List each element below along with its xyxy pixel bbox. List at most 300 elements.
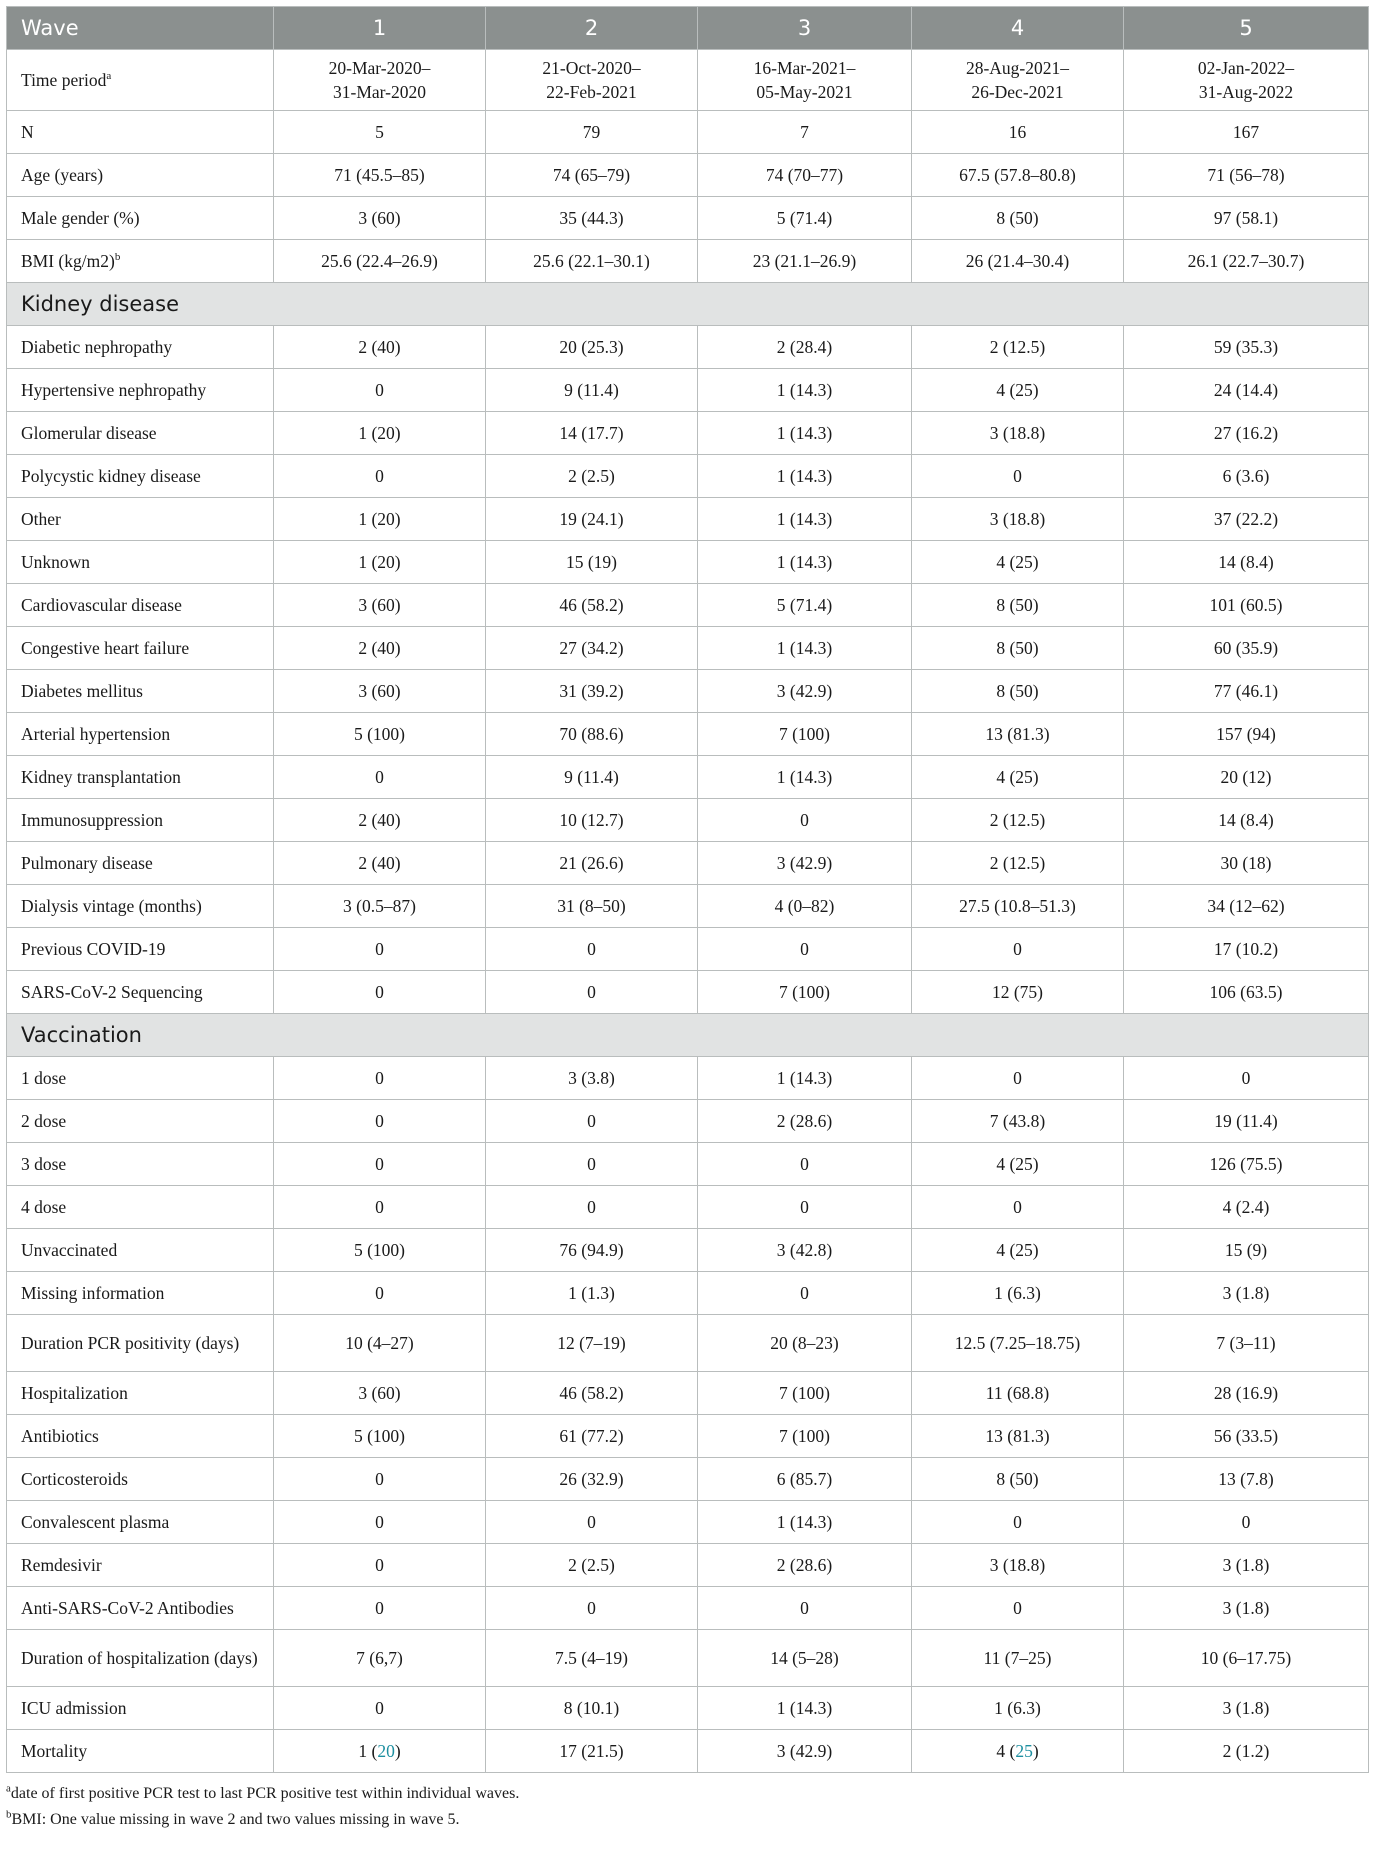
cell-wave-2: 9 (11.4)	[486, 369, 698, 412]
table-row	[7, 1100, 1369, 1143]
cell-wave-3: 3 (42.9)	[698, 670, 912, 713]
row-label-text: ICU admission	[21, 1698, 127, 1718]
row-label-text: 4 dose	[21, 1197, 67, 1217]
cell-text: )	[1032, 1741, 1039, 1761]
cell-wave-5: 157 (94)	[1124, 713, 1369, 756]
cell-wave-2: 0	[486, 928, 698, 971]
cell-line: 31-Mar-2020	[333, 82, 426, 102]
row-label-text: Missing information	[21, 1283, 165, 1303]
cell-wave-5: 2 (1.2)	[1124, 1730, 1369, 1773]
table-row	[7, 971, 1369, 1014]
table-row	[7, 1415, 1369, 1458]
header-row	[7, 7, 1369, 50]
row-label-text: Hypertensive nephropathy	[21, 380, 207, 400]
row-label	[7, 1186, 274, 1229]
cell-wave-3: 0	[698, 1587, 912, 1630]
row-label-text: Cardiovascular disease	[21, 595, 182, 615]
cell-line: 21-Oct-2020–	[542, 58, 641, 78]
cell-wave-3: 0	[698, 928, 912, 971]
cell-wave-1: 0	[274, 928, 486, 971]
cell-wave-5: 56 (33.5)	[1124, 1415, 1369, 1458]
cell-wave-4: 0	[912, 455, 1124, 498]
header-wave-3: 3	[698, 7, 912, 50]
cell-wave-3: 1 (14.3)	[698, 627, 912, 670]
cell-wave-4: 3 (18.8)	[912, 1544, 1124, 1587]
table-row	[7, 1630, 1369, 1687]
row-label	[7, 1315, 274, 1372]
cell-wave-3: 0	[698, 1186, 912, 1229]
cell-wave-3: 2 (28.6)	[698, 1100, 912, 1143]
cell-wave-4: 12.5 (7.25–18.75)	[912, 1315, 1124, 1372]
cell-wave-3: 1 (14.3)	[698, 1501, 912, 1544]
header-wave-1: 1	[274, 7, 486, 50]
cell-wave-5: 24 (14.4)	[1124, 369, 1369, 412]
table-row	[7, 498, 1369, 541]
cell-wave-3: 6 (85.7)	[698, 1458, 912, 1501]
row-label-text: SARS-CoV-2 Sequencing	[21, 982, 203, 1002]
table-row	[7, 326, 1369, 369]
cell-wave-2: 27 (34.2)	[486, 627, 698, 670]
table-row	[7, 842, 1369, 885]
table-row	[7, 627, 1369, 670]
section-vaccination	[7, 1014, 1369, 1057]
table-row	[7, 197, 1369, 240]
cell-wave-2: 8 (10.1)	[486, 1687, 698, 1730]
row-label	[7, 1630, 274, 1687]
row-label-text: 3 dose	[21, 1154, 67, 1174]
row-label	[7, 627, 274, 670]
row-label	[7, 584, 274, 627]
row-label-text: N	[21, 122, 34, 142]
row-label-text: 1 dose	[21, 1068, 67, 1088]
cell-line: 16-Mar-2021–	[753, 58, 856, 78]
cell-wave-5: 3 (1.8)	[1124, 1272, 1369, 1315]
cell-wave-2: 2 (2.5)	[486, 1544, 698, 1587]
row-label	[7, 326, 274, 369]
cell-wave-5: 13 (7.8)	[1124, 1458, 1369, 1501]
row-label	[7, 111, 274, 154]
cell-wave-1: 3 (60)	[274, 670, 486, 713]
cell-wave-5: 7 (3–11)	[1124, 1315, 1369, 1372]
row-label	[7, 1057, 274, 1100]
row-label-text: Duration of hospitalization (days)	[21, 1648, 258, 1668]
header-wave-2: 2	[486, 7, 698, 50]
row-label	[7, 1229, 274, 1272]
cell-wave-1: 5 (100)	[274, 713, 486, 756]
cell-wave-4: 13 (81.3)	[912, 1415, 1124, 1458]
cell-line: 22-Feb-2021	[546, 82, 637, 102]
cell-wave-1: 0	[274, 756, 486, 799]
cell-wave-2: 17 (21.5)	[486, 1730, 698, 1773]
cell-wave-4: 8 (50)	[912, 627, 1124, 670]
table-row	[7, 1229, 1369, 1272]
cell-wave-5: 20 (12)	[1124, 756, 1369, 799]
cell-wave-1: 0	[274, 1501, 486, 1544]
cell-wave-1: 0	[274, 1100, 486, 1143]
table-row	[7, 928, 1369, 971]
cell-wave-1: 3 (60)	[274, 197, 486, 240]
row-label	[7, 1587, 274, 1630]
cell-wave-1: 5	[274, 111, 486, 154]
cell-wave-4: 8 (50)	[912, 584, 1124, 627]
cell-wave-2: 31 (39.2)	[486, 670, 698, 713]
cell-wave-1: 2 (40)	[274, 326, 486, 369]
row-label	[7, 1100, 274, 1143]
row-label-text: Immunosuppression	[21, 810, 163, 830]
cell-wave-2: 79	[486, 111, 698, 154]
cell-wave-4: 7 (43.8)	[912, 1100, 1124, 1143]
cell-wave-1	[274, 50, 486, 111]
table-wrapper	[6, 6, 1369, 1833]
table-row	[7, 369, 1369, 412]
table-row	[7, 584, 1369, 627]
row-label-text: Kidney transplantation	[21, 767, 181, 787]
row-label-text: Male gender (%)	[21, 208, 140, 228]
cell-wave-2: 74 (65–79)	[486, 154, 698, 197]
cell-wave-2	[486, 50, 698, 111]
row-label	[7, 885, 274, 928]
cell-wave-1: 0	[274, 1458, 486, 1501]
cell-wave-4: 1 (6.3)	[912, 1687, 1124, 1730]
cell-wave-4: 0	[912, 1057, 1124, 1100]
cell-wave-5: 34 (12–62)	[1124, 885, 1369, 928]
cell-wave-5: 15 (9)	[1124, 1229, 1369, 1272]
table-row	[7, 154, 1369, 197]
footnote-marker: b	[114, 251, 121, 264]
cell-wave-5: 71 (56–78)	[1124, 154, 1369, 197]
row-label	[7, 1687, 274, 1730]
cell-wave-1: 3 (0.5–87)	[274, 885, 486, 928]
table-header	[7, 7, 1369, 50]
cell-wave-3: 7 (100)	[698, 1415, 912, 1458]
cell-wave-5: 28 (16.9)	[1124, 1372, 1369, 1415]
cell-wave-2: 46 (58.2)	[486, 1372, 698, 1415]
cell-wave-3: 7 (100)	[698, 713, 912, 756]
cell-wave-5: 101 (60.5)	[1124, 584, 1369, 627]
cell-wave-2: 0	[486, 1587, 698, 1630]
row-label	[7, 670, 274, 713]
reference-link[interactable]: 25	[1015, 1741, 1033, 1761]
cell-wave-3	[698, 50, 912, 111]
row-label	[7, 369, 274, 412]
cell-wave-4: 4 (25)	[912, 1143, 1124, 1186]
cell-wave-2: 46 (58.2)	[486, 584, 698, 627]
table-body	[7, 50, 1369, 1773]
cell-wave-4: 2 (12.5)	[912, 326, 1124, 369]
cell-wave-1: 7 (6,7)	[274, 1630, 486, 1687]
cell-text: )	[394, 1741, 401, 1761]
row-label	[7, 928, 274, 971]
cell-wave-3: 7 (100)	[698, 1372, 912, 1415]
table-row	[7, 1544, 1369, 1587]
cell-wave-4: 4 (25)	[912, 369, 1124, 412]
table-row	[7, 412, 1369, 455]
cell-wave-5: 3 (1.8)	[1124, 1687, 1369, 1730]
cell-wave-2: 21 (26.6)	[486, 842, 698, 885]
row-label	[7, 240, 274, 283]
cell-wave-5: 37 (22.2)	[1124, 498, 1369, 541]
footnote-marker: a	[6, 1782, 11, 1795]
row-label	[7, 842, 274, 885]
cell-wave-1: 0	[274, 1186, 486, 1229]
row-label	[7, 1372, 274, 1415]
cell-line: 28-Aug-2021–	[965, 58, 1070, 78]
table-row	[7, 111, 1369, 154]
cell-wave-1: 3 (60)	[274, 584, 486, 627]
row-label-text: Antibiotics	[21, 1426, 99, 1446]
row-label	[7, 541, 274, 584]
cell-wave-3: 2 (28.6)	[698, 1544, 912, 1587]
reference-link[interactable]: 20	[377, 1741, 395, 1761]
row-label-text: Previous COVID-19	[21, 939, 166, 959]
cell-wave-3: 1 (14.3)	[698, 756, 912, 799]
footnote-marker: b	[6, 1808, 12, 1821]
cell-wave-5: 30 (18)	[1124, 842, 1369, 885]
cell-wave-2: 9 (11.4)	[486, 756, 698, 799]
cell-wave-3: 2 (28.4)	[698, 326, 912, 369]
cell-wave-2: 19 (24.1)	[486, 498, 698, 541]
footnote	[6, 1807, 1369, 1833]
cell-wave-3: 3 (42.9)	[698, 1730, 912, 1773]
cell-wave-1: 0	[274, 369, 486, 412]
row-label-text: Duration PCR positivity (days)	[21, 1333, 240, 1353]
cell-wave-4: 0	[912, 1501, 1124, 1544]
row-label-text: Anti-SARS-CoV-2 Antibodies	[21, 1598, 234, 1618]
cell-wave-4: 0	[912, 1186, 1124, 1229]
cell-wave-1: 2 (40)	[274, 842, 486, 885]
cell-wave-4: 8 (50)	[912, 1458, 1124, 1501]
cell-wave-2: 15 (19)	[486, 541, 698, 584]
cell-wave-1: 0	[274, 1544, 486, 1587]
row-label-text: Polycystic kidney disease	[21, 466, 201, 486]
cell-wave-5: 4 (2.4)	[1124, 1186, 1369, 1229]
table-row	[7, 1687, 1369, 1730]
row-label-text: Pulmonary disease	[21, 853, 153, 873]
cell-wave-3: 1 (14.3)	[698, 498, 912, 541]
row-label-text: BMI (kg/m2)	[21, 251, 115, 271]
table-row	[7, 885, 1369, 928]
cell-wave-3: 1 (14.3)	[698, 369, 912, 412]
cell-line: 20-Mar-2020–	[328, 58, 431, 78]
cell-wave-3: 1 (14.3)	[698, 1687, 912, 1730]
row-label	[7, 1458, 274, 1501]
cell-wave-1: 25.6 (22.4–26.9)	[274, 240, 486, 283]
cell-wave-5: 0	[1124, 1501, 1369, 1544]
cell-wave-3: 5 (71.4)	[698, 584, 912, 627]
table-row	[7, 1186, 1369, 1229]
row-label	[7, 1415, 274, 1458]
cell-text: 4 (	[996, 1741, 1016, 1761]
cell-wave-3: 1 (14.3)	[698, 455, 912, 498]
cell-wave-5: 14 (8.4)	[1124, 541, 1369, 584]
header-wave-label: Wave	[7, 7, 274, 50]
cell-wave-1: 1 (20)	[274, 541, 486, 584]
footnote	[6, 1781, 1369, 1807]
cell-wave-2: 10 (12.7)	[486, 799, 698, 842]
row-label	[7, 1143, 274, 1186]
header-wave-5: 5	[1124, 7, 1369, 50]
cell-wave-4: 67.5 (57.8–80.8)	[912, 154, 1124, 197]
cell-wave-2: 12 (7–19)	[486, 1315, 698, 1372]
table-row	[7, 1587, 1369, 1630]
row-label	[7, 50, 274, 111]
cell-line: 26-Dec-2021	[971, 82, 1064, 102]
cell-wave-3: 4 (0–82)	[698, 885, 912, 928]
cell-wave-4: 0	[912, 1587, 1124, 1630]
cell-wave-5: 59 (35.3)	[1124, 326, 1369, 369]
row-label	[7, 455, 274, 498]
table-row	[7, 756, 1369, 799]
cell-wave-4: 27.5 (10.8–51.3)	[912, 885, 1124, 928]
cell-wave-2: 76 (94.9)	[486, 1229, 698, 1272]
cell-wave-4: 13 (81.3)	[912, 713, 1124, 756]
table-row	[7, 1458, 1369, 1501]
row-label	[7, 412, 274, 455]
cell-wave-4: 8 (50)	[912, 197, 1124, 240]
cell-line: 05-May-2021	[756, 82, 853, 102]
cell-wave-2: 0	[486, 1143, 698, 1186]
cell-wave-5: 19 (11.4)	[1124, 1100, 1369, 1143]
cell-wave-2: 7.5 (4–19)	[486, 1630, 698, 1687]
row-label	[7, 1730, 274, 1773]
cell-wave-3: 14 (5–28)	[698, 1630, 912, 1687]
cell-line: 02-Jan-2022–	[1197, 58, 1295, 78]
row-label-text: Mortality	[21, 1741, 88, 1761]
row-label	[7, 971, 274, 1014]
table-row	[7, 1272, 1369, 1315]
row-label	[7, 498, 274, 541]
row-label-text: Corticosteroids	[21, 1469, 128, 1489]
cell-wave-4: 2 (12.5)	[912, 799, 1124, 842]
row-label	[7, 154, 274, 197]
cell-wave-3: 20 (8–23)	[698, 1315, 912, 1372]
row-label-text: Congestive heart failure	[21, 638, 190, 658]
cell-wave-5	[1124, 50, 1369, 111]
cell-wave-3: 0	[698, 799, 912, 842]
row-label-text: Diabetic nephropathy	[21, 337, 173, 357]
cell-wave-2: 1 (1.3)	[486, 1272, 698, 1315]
row-label	[7, 1501, 274, 1544]
cell-wave-4	[912, 1730, 1124, 1773]
cell-wave-5: 126 (75.5)	[1124, 1143, 1369, 1186]
cell-wave-4: 4 (25)	[912, 541, 1124, 584]
cell-wave-5: 167	[1124, 111, 1369, 154]
cell-wave-4: 26 (21.4–30.4)	[912, 240, 1124, 283]
row-label	[7, 1272, 274, 1315]
table-row	[7, 1315, 1369, 1372]
cell-wave-1: 0	[274, 1272, 486, 1315]
row-label-text: Time period	[21, 70, 107, 90]
cell-wave-3: 1 (14.3)	[698, 412, 912, 455]
section-title: Kidney disease	[7, 283, 1369, 326]
footnote-text: date of first positive PCR test to last PCR positive test within individual waves.	[10, 1785, 520, 1802]
row-label-text: Diabetes mellitus	[21, 681, 143, 701]
row-label-text: Unvaccinated	[21, 1240, 118, 1260]
cell-wave-2: 14 (17.7)	[486, 412, 698, 455]
table-row	[7, 1372, 1369, 1415]
table-row	[7, 50, 1369, 111]
table-row	[7, 455, 1369, 498]
cell-wave-4: 3 (18.8)	[912, 498, 1124, 541]
row-label-text: Arterial hypertension	[21, 724, 171, 744]
cell-wave-1: 71 (45.5–85)	[274, 154, 486, 197]
cell-wave-5: 3 (1.8)	[1124, 1544, 1369, 1587]
cell-wave-4: 2 (12.5)	[912, 842, 1124, 885]
cell-wave-4: 1 (6.3)	[912, 1272, 1124, 1315]
cell-wave-3: 1 (14.3)	[698, 1057, 912, 1100]
cell-wave-1: 10 (4–27)	[274, 1315, 486, 1372]
row-label-text: Convalescent plasma	[21, 1512, 170, 1532]
cell-wave-4: 4 (25)	[912, 1229, 1124, 1272]
cell-wave-5: 77 (46.1)	[1124, 670, 1369, 713]
cell-line: 31-Aug-2022	[1198, 82, 1294, 102]
cell-text: 1 (	[358, 1741, 378, 1761]
cell-wave-1	[274, 1730, 486, 1773]
section-kidney-disease	[7, 283, 1369, 326]
cell-wave-4: 12 (75)	[912, 971, 1124, 1014]
row-label-text: 2 dose	[21, 1111, 67, 1131]
cell-wave-2: 0	[486, 1501, 698, 1544]
cell-wave-1: 0	[274, 1687, 486, 1730]
table-row	[7, 240, 1369, 283]
row-label	[7, 197, 274, 240]
cell-wave-5: 14 (8.4)	[1124, 799, 1369, 842]
cell-wave-4	[912, 50, 1124, 111]
cell-wave-2: 2 (2.5)	[486, 455, 698, 498]
cell-wave-3: 3 (42.9)	[698, 842, 912, 885]
cell-wave-2: 70 (88.6)	[486, 713, 698, 756]
row-label	[7, 756, 274, 799]
cell-wave-4: 0	[912, 928, 1124, 971]
cell-wave-1: 0	[274, 1587, 486, 1630]
cell-wave-3: 0	[698, 1143, 912, 1186]
cell-wave-5: 0	[1124, 1057, 1369, 1100]
cell-wave-3: 23 (21.1–26.9)	[698, 240, 912, 283]
section-title: Vaccination	[7, 1014, 1369, 1057]
table-row	[7, 1730, 1369, 1773]
footnote-marker: a	[106, 70, 112, 83]
row-label-text: Unknown	[21, 552, 91, 572]
characteristics-table	[6, 6, 1369, 1773]
cell-wave-4: 11 (68.8)	[912, 1372, 1124, 1415]
row-label-text: Other	[21, 509, 61, 529]
cell-wave-1: 1 (20)	[274, 412, 486, 455]
cell-wave-5: 60 (35.9)	[1124, 627, 1369, 670]
cell-wave-3: 3 (42.8)	[698, 1229, 912, 1272]
cell-wave-2: 26 (32.9)	[486, 1458, 698, 1501]
cell-wave-1: 2 (40)	[274, 627, 486, 670]
cell-wave-2: 35 (44.3)	[486, 197, 698, 240]
row-label-text: Hospitalization	[21, 1383, 128, 1403]
footnote-text: BMI: One value missing in wave 2 and two values missing in wave 5.	[11, 1811, 460, 1828]
header-wave-4: 4	[912, 7, 1124, 50]
cell-wave-5: 106 (63.5)	[1124, 971, 1369, 1014]
row-label-text: Age (years)	[21, 165, 104, 185]
cell-wave-2: 0	[486, 971, 698, 1014]
cell-wave-4: 8 (50)	[912, 670, 1124, 713]
cell-wave-2: 31 (8–50)	[486, 885, 698, 928]
row-label	[7, 1544, 274, 1587]
row-label-text: Dialysis vintage (months)	[21, 896, 202, 916]
row-label-text: Remdesivir	[21, 1555, 102, 1575]
table-row	[7, 713, 1369, 756]
cell-wave-1: 5 (100)	[274, 1415, 486, 1458]
cell-wave-1: 0	[274, 971, 486, 1014]
cell-wave-3: 74 (70–77)	[698, 154, 912, 197]
table-row	[7, 1143, 1369, 1186]
cell-wave-2: 3 (3.8)	[486, 1057, 698, 1100]
cell-wave-3: 1 (14.3)	[698, 541, 912, 584]
